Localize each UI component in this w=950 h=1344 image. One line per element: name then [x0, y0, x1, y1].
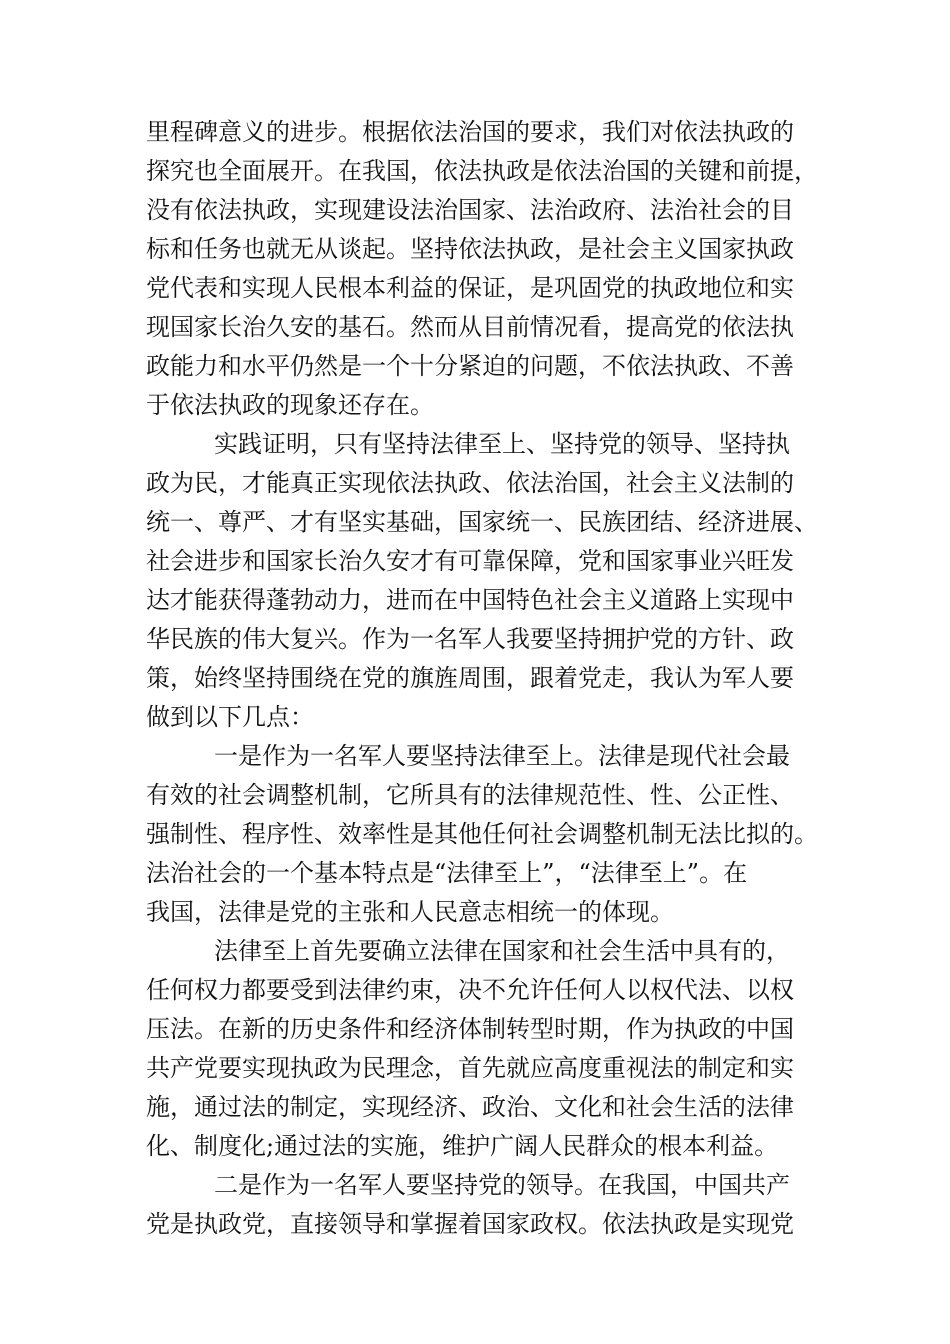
text-line: 化、制度化;通过法的实施，维护广阔人民群众的根本利益。: [146, 1132, 779, 1160]
text-line: 实践证明，只有坚持法律至上、坚持党的领导、坚持执: [214, 430, 790, 458]
text-line: 标和任务也就无从谈起。坚持依法执政，是社会主义国家执政: [146, 235, 794, 263]
text-line: 探究也全面展开。在我国，依法执政是依法治国的关键和前提，: [146, 157, 818, 185]
text-line: 党代表和实现人民根本利益的保证，是巩固党的执政地位和实: [146, 274, 794, 302]
text-line: 政能力和水平仍然是一个十分紧迫的问题，不依法执政、不善: [146, 352, 794, 380]
text-line: 任何权力都要受到法律约束，决不允许任何人以权代法、以权: [146, 976, 794, 1004]
text-line: 于依法执政的现象还存在。: [146, 391, 434, 419]
text-line: 二是作为一名军人要坚持党的领导。在我国，中国共产: [214, 1171, 790, 1199]
text-line: 里程碑意义的进步。根据依法治国的要求，我们对依法执政的: [146, 118, 794, 146]
text-line: 社会进步和国家长治久安才有可靠保障，党和国家事业兴旺发: [146, 547, 794, 575]
text-line: 现国家长治久安的基石。然而从目前情况看，提高党的依法执: [146, 313, 794, 341]
text-line: 做到以下几点：: [146, 703, 314, 731]
text-line: 华民族的伟大复兴。作为一名军人我要坚持拥护党的方针、政: [146, 625, 794, 653]
text-line: 一是作为一名军人要坚持法律至上。法律是现代社会最: [214, 742, 790, 770]
text-line: 没有依法执政，实现建设法治国家、法治政府、法治社会的目: [146, 196, 794, 224]
text-line: 党是执政党，直接领导和掌握着国家政权。依法执政是实现党: [146, 1210, 794, 1238]
text-line: 法治社会的一个基本特点是“法律至上”，“法律至上”。在: [146, 859, 748, 887]
text-line: 强制性、程序性、效率性是其他任何社会调整机制无法比拟的。: [146, 820, 818, 848]
text-line: 共产党要实现执政为民理念，首先就应高度重视法的制定和实: [146, 1054, 794, 1082]
text-line: 施，通过法的制定，实现经济、政治、文化和社会生活的法律: [146, 1093, 794, 1121]
text-line: 有效的社会调整机制，它所具有的法律规范性、性、公正性、: [146, 781, 794, 809]
text-line: 压法。在新的历史条件和经济体制转型时期，作为执政的中国: [146, 1015, 794, 1043]
text-line: 策，始终坚持围绕在党的旗旌周围，跟着党走，我认为军人要: [146, 664, 794, 692]
text-line: 我国，法律是党的主张和人民意志相统一的体现。: [146, 898, 674, 926]
text-line: 政为民，才能真正实现依法执政、依法治国，社会主义法制的: [146, 469, 794, 497]
text-line: 统一、尊严、才有坚实基础，国家统一、民族团结、经济进展、: [146, 508, 818, 536]
text-line: 达才能获得蓬勃动力，进而在中国特色社会主义道路上实现中: [146, 586, 794, 614]
text-line: 法律至上首先要确立法律在国家和社会生活中具有的，: [214, 937, 790, 965]
